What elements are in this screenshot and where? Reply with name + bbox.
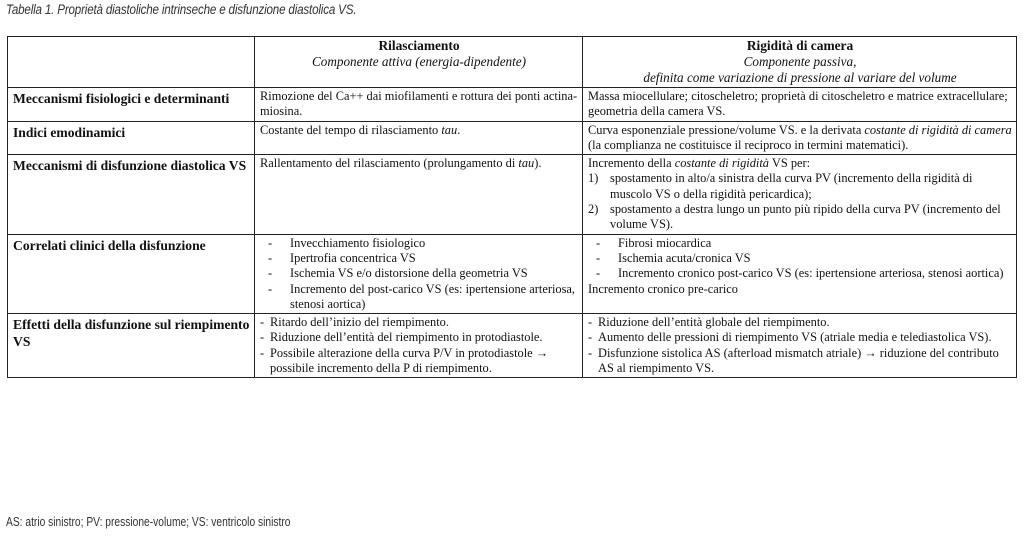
list-tail: Incremento cronico pre-carico [588,281,738,296]
item-text: Possibile alterazione della curva P/V in protodiastole → possibile incremento della P di riempimento. [270,345,549,376]
cell-disfunzione-rilasciamento [255,155,583,234]
list-item [588,330,1012,345]
cell-correlati-rilasciamento [255,234,583,313]
text-segment: Costante del tempo di rilasciamento [260,122,442,137]
dash-marker: - [260,345,265,360]
text-segment: VS per: [769,156,811,171]
italic-term-tau: tau [518,156,535,171]
numbered-item [588,171,1012,202]
list-item [588,346,1012,377]
row-label-effetti: Effetti della disfunzione sul riempimento VS [8,314,255,378]
table-row [8,314,1017,378]
item-text: Disfunzione sistolica AS (afterload mismatch atriale) → riduzione del contributo AS al riempimento VS. [598,345,999,376]
list-item [588,236,1012,251]
item-text: Ischemia acuta/cronica VS [618,250,751,265]
table-caption: Tabella 1. Proprietà diastoliche intrinseche e disfunzione diastolica VS. [6,2,357,17]
item-number: 1) [588,171,599,186]
column-header-rilasciamento [255,37,583,88]
list-item [588,315,1012,330]
dash-marker: - [588,330,593,345]
item-text: Ritardo dell’inizio del riempimento. [270,315,449,330]
cell-effetti-rigidita [583,314,1017,378]
row-label-disfunzione: Meccanismi di disfunzione diastolica VS [8,155,255,234]
item-text: Invecchiamento fisiologico [290,235,426,250]
item-text: Riduzione dell’entità del riempimento in protodiastole. [270,330,543,345]
row-label-indici: Indici emodinamici [8,121,255,155]
italic-term-tau: tau [441,122,458,137]
item-text: Aumento delle pressioni di riempimento VS (atriale media e telediastolica VS). [598,330,992,345]
table-row [8,234,1017,313]
cell-indici-rigidita [583,121,1017,155]
cell-intro [588,156,1012,171]
dash-marker: - [268,235,273,250]
dash-marker: - [596,250,601,265]
text-segment: . [457,122,461,137]
data-table [7,36,1017,378]
dash-marker: - [260,315,265,330]
list-item [260,266,578,281]
item-text: Incremento cronico post-carico VS (es: ipertensione arteriosa, stenosi aortica) [618,266,1004,281]
text-segment: ). [534,156,542,171]
dash-marker: - [260,330,265,345]
item-text: spostamento in alto/a sinistra della curva PV (incremento della rigidità di muscolo VS o della rigidità pericardica); [610,171,973,201]
text-segment: (la complianza ne costituisce il reciproco in termini matematici). [588,137,909,152]
column-subtitle-rigidita-2: definita come variazione di pressione al variare del volume [643,70,957,85]
list-item [260,330,578,345]
item-text: Fibrosi miocardica [618,235,712,250]
cell-correlati-rigidita [583,234,1017,313]
text-segment: Incremento della [588,156,675,171]
column-title-rilasciamento: Rilasciamento [378,38,460,53]
item-text: spostamento a destra lungo un punto più ripido della curva PV (incremento del volume VS). [610,202,1001,232]
table-row [8,88,1017,122]
text-segment: Curva esponenziale pressione/volume VS. e la derivata [588,122,865,137]
list-item [588,266,1012,281]
italic-term-costante: costante di rigidità [674,156,770,171]
list-item [260,282,578,313]
item-text: Riduzione dell’entità globale del riempimento. [598,315,830,330]
item-text: Incremento del post-carico VS (es: ipertensione arteriosa, stenosi aortica) [290,281,575,311]
dash-marker: - [596,266,601,281]
list-item [260,315,578,330]
dash-marker: - [588,315,593,330]
dash-marker: - [268,250,273,265]
row-label-correlati: Correlati clinici della disfunzione [8,234,255,313]
dash-marker: - [588,345,593,360]
cell-disfunzione-rigidita [583,155,1017,234]
header-corner-cell [8,37,255,88]
numbered-item [588,202,1012,233]
dash-marker: - [268,281,273,296]
item-text: Ipertrofia concentrica VS [290,250,416,265]
cell-indici-rilasciamento [255,121,583,155]
table-footnote: AS: atrio sinistro; PV: pressione-volume; VS: ventricolo sinistro [6,515,291,529]
column-subtitle-rilasciamento: Componente attiva (energia-dipendente) [311,54,527,69]
list-item [260,236,578,251]
column-title-rigidita: Rigidità di camera [746,38,854,53]
list-item [588,251,1012,266]
column-header-rigidita [583,37,1017,88]
cell-effetti-rilasciamento [255,314,583,378]
list-item [260,346,578,377]
cell-meccanismi-rigidita: Massa miocellulare; citoscheletro; proprietà di citoscheletro e matrice extracellulare; geometria della camera VS. [583,88,1017,122]
table-row [8,155,1017,234]
cell-meccanismi-rilasciamento: Rimozione del Ca++ dai miofilamenti e rottura dei ponti actina-miosina. [255,88,583,122]
table-row [8,121,1017,155]
item-number: 2) [588,202,599,217]
item-text: Ischemia VS e/o distorsione della geometria VS [290,266,528,281]
dash-marker: - [596,235,601,250]
row-label-meccanismi: Meccanismi fisiologici e determinanti [8,88,255,122]
text-segment: Rallentamento del rilasciamento (prolungamento di [260,156,519,171]
column-subtitle-rigidita-1: Componente passiva, [743,54,857,69]
dash-marker: - [268,266,273,281]
italic-term-costante: costante di rigidità di camera [864,122,1012,137]
table-header-row [8,37,1017,88]
list-item [260,251,578,266]
